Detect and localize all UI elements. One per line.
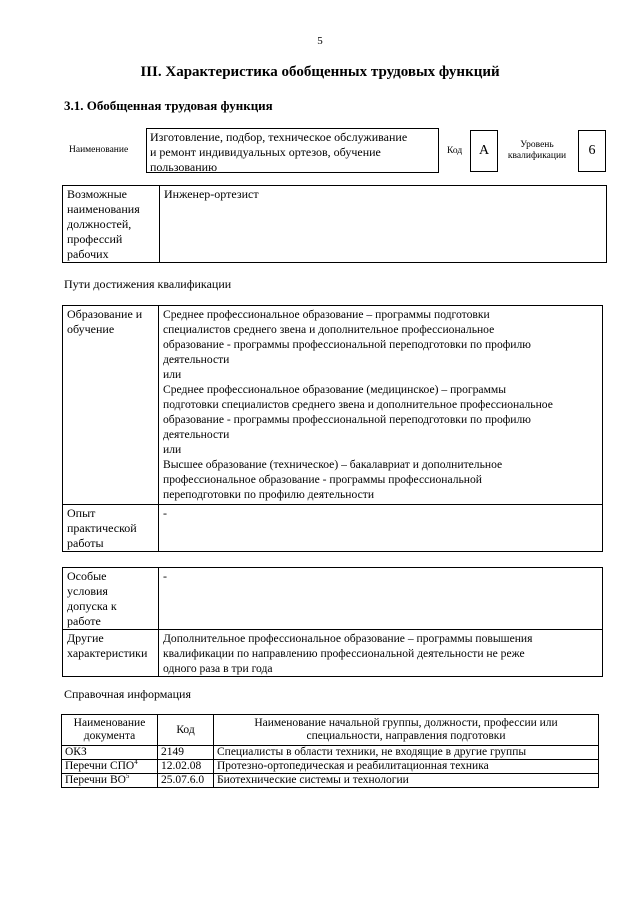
experience-label-line: Опыт bbox=[67, 506, 96, 520]
reference-header-document bbox=[62, 715, 158, 746]
function-name-line: и ремонт индивидуальных ортезов, обучение bbox=[150, 145, 381, 159]
table-row bbox=[62, 746, 599, 760]
education-label-line: обучение bbox=[67, 322, 115, 336]
education-table bbox=[62, 305, 603, 552]
reference-code-cell bbox=[158, 746, 214, 760]
education-line: Среднее профессиональное образование (медицинское) – программы bbox=[163, 383, 507, 396]
other-label-line: Другие bbox=[67, 631, 104, 645]
code-value-box bbox=[470, 130, 498, 172]
reference-doc: Перечни СПО bbox=[65, 760, 135, 772]
admission-label-line: Особые bbox=[67, 569, 107, 583]
education-line: подготовки специалистов среднего звена и дополнительное профессиональное bbox=[163, 398, 553, 411]
header-line: Код bbox=[176, 723, 195, 736]
other-label-line: характеристики bbox=[67, 646, 148, 660]
function-name-box bbox=[146, 128, 439, 173]
experience-value: - bbox=[163, 506, 167, 520]
experience-value-cell bbox=[159, 505, 603, 552]
experience-label-line: работы bbox=[67, 536, 104, 550]
level-value-box bbox=[578, 130, 606, 172]
positions-label-line: рабочих bbox=[67, 247, 109, 261]
reference-doc: Перечни ВО bbox=[65, 774, 126, 786]
conditions-table bbox=[62, 567, 603, 677]
admission-label-line: условия bbox=[67, 584, 108, 598]
positions-value: Инженер-ортезист bbox=[164, 187, 259, 201]
code-value: А bbox=[478, 143, 490, 158]
other-line: одного раза в три года bbox=[163, 662, 273, 675]
header-line: Наименование начальной группы, должности, профессии или bbox=[254, 717, 558, 729]
positions-value-cell bbox=[160, 186, 607, 263]
reference-doc: ОКЗ bbox=[65, 746, 87, 758]
experience-label-cell bbox=[63, 505, 159, 552]
qualification-paths-title: Пути достижения квалификации bbox=[64, 277, 232, 291]
education-line: Высшее образование (техническое) – бакалавриат и дополнительное bbox=[163, 458, 503, 471]
education-line: специалистов среднего звена и дополнительное профессиональное bbox=[163, 323, 495, 336]
reference-header-name bbox=[214, 715, 599, 746]
code-label: Код bbox=[447, 146, 463, 156]
reference-name-cell bbox=[214, 760, 599, 774]
reference-header-row bbox=[62, 715, 599, 746]
header-line: документа bbox=[83, 730, 136, 742]
education-label-cell bbox=[63, 306, 159, 505]
reference-code: 12.02.08 bbox=[161, 760, 202, 772]
reference-name-cell bbox=[214, 774, 599, 788]
other-line: Дополнительное профессиональное образование – программы повышения bbox=[163, 632, 533, 645]
other-label-cell bbox=[63, 630, 159, 677]
table-row bbox=[62, 760, 599, 774]
name-label: Наименование bbox=[69, 145, 129, 155]
reference-name: Протезно-ортопедическая и реабилитационная техника bbox=[217, 760, 489, 772]
reference-doc-cell bbox=[62, 760, 158, 774]
education-line: профессиональное образование - программы профессиональной bbox=[163, 473, 483, 486]
level-label-line: квалификации bbox=[507, 151, 567, 161]
positions-label-line: наименования bbox=[67, 202, 140, 216]
reference-doc-cell bbox=[62, 746, 158, 760]
education-line: деятельности bbox=[163, 428, 230, 441]
other-value-cell bbox=[159, 630, 603, 677]
header-line: Наименование bbox=[73, 717, 146, 729]
positions-label-line: должностей, bbox=[67, 217, 132, 231]
education-line: образование - программы профессиональной переподготовки по профилю bbox=[163, 338, 531, 351]
header-line: специальности, направления подготовки bbox=[306, 730, 506, 742]
admission-label-line: допуска к bbox=[67, 599, 117, 613]
reference-code-cell bbox=[158, 774, 214, 788]
reference-code-cell bbox=[158, 760, 214, 774]
table-row bbox=[62, 774, 599, 788]
reference-table bbox=[61, 714, 599, 788]
function-name-line: Изготовление, подбор, техническое обслуживание bbox=[150, 130, 408, 144]
experience-label-line: практической bbox=[67, 521, 137, 535]
education-line: переподготовки по профилю деятельности bbox=[163, 488, 375, 501]
reference-code: 2149 bbox=[161, 746, 184, 758]
page-number: 5 bbox=[317, 35, 323, 47]
section-title: III. Характеристика обобщенных трудовых функций bbox=[140, 64, 500, 80]
level-label bbox=[500, 140, 574, 162]
positions-label-line: Возможные bbox=[67, 187, 127, 201]
education-line: или bbox=[163, 368, 182, 381]
education-line: образование - программы профессиональной переподготовки по профилю bbox=[163, 413, 531, 426]
admission-label-line: работе bbox=[67, 614, 101, 628]
level-value: 6 bbox=[588, 143, 596, 158]
education-line: деятельности bbox=[163, 353, 230, 366]
positions-label-cell bbox=[63, 186, 160, 263]
education-label-line: Образование и bbox=[67, 307, 143, 321]
admission-value-cell bbox=[159, 568, 603, 630]
footnote-mark: 4 bbox=[134, 758, 138, 767]
reference-name: Специалисты в области техники, не входящие в другие группы bbox=[217, 746, 527, 758]
reference-doc-cell bbox=[62, 774, 158, 788]
reference-name: Биотехнические системы и технологии bbox=[217, 774, 409, 786]
reference-title: Справочная информация bbox=[64, 687, 191, 701]
admission-label-cell bbox=[63, 568, 159, 630]
positions-table bbox=[62, 185, 607, 263]
function-name-line: пользованию bbox=[150, 160, 218, 174]
reference-name-cell bbox=[214, 746, 599, 760]
footnote-mark: 5 bbox=[125, 772, 130, 781]
positions-label-line: профессий bbox=[67, 232, 123, 246]
education-line: или bbox=[163, 443, 182, 456]
other-line: квалификации по направлению профессиональной деятельности не реже bbox=[163, 647, 525, 660]
reference-header-code bbox=[158, 715, 214, 746]
level-label-line: Уровень bbox=[520, 140, 554, 150]
admission-value: - bbox=[163, 569, 167, 583]
education-line: Среднее профессиональное образование – программы подготовки bbox=[163, 308, 490, 321]
subsection-title: 3.1. Обобщенная трудовая функция bbox=[64, 98, 273, 113]
education-value-cell bbox=[159, 306, 603, 505]
reference-code: 25.07.6.0 bbox=[161, 774, 205, 786]
